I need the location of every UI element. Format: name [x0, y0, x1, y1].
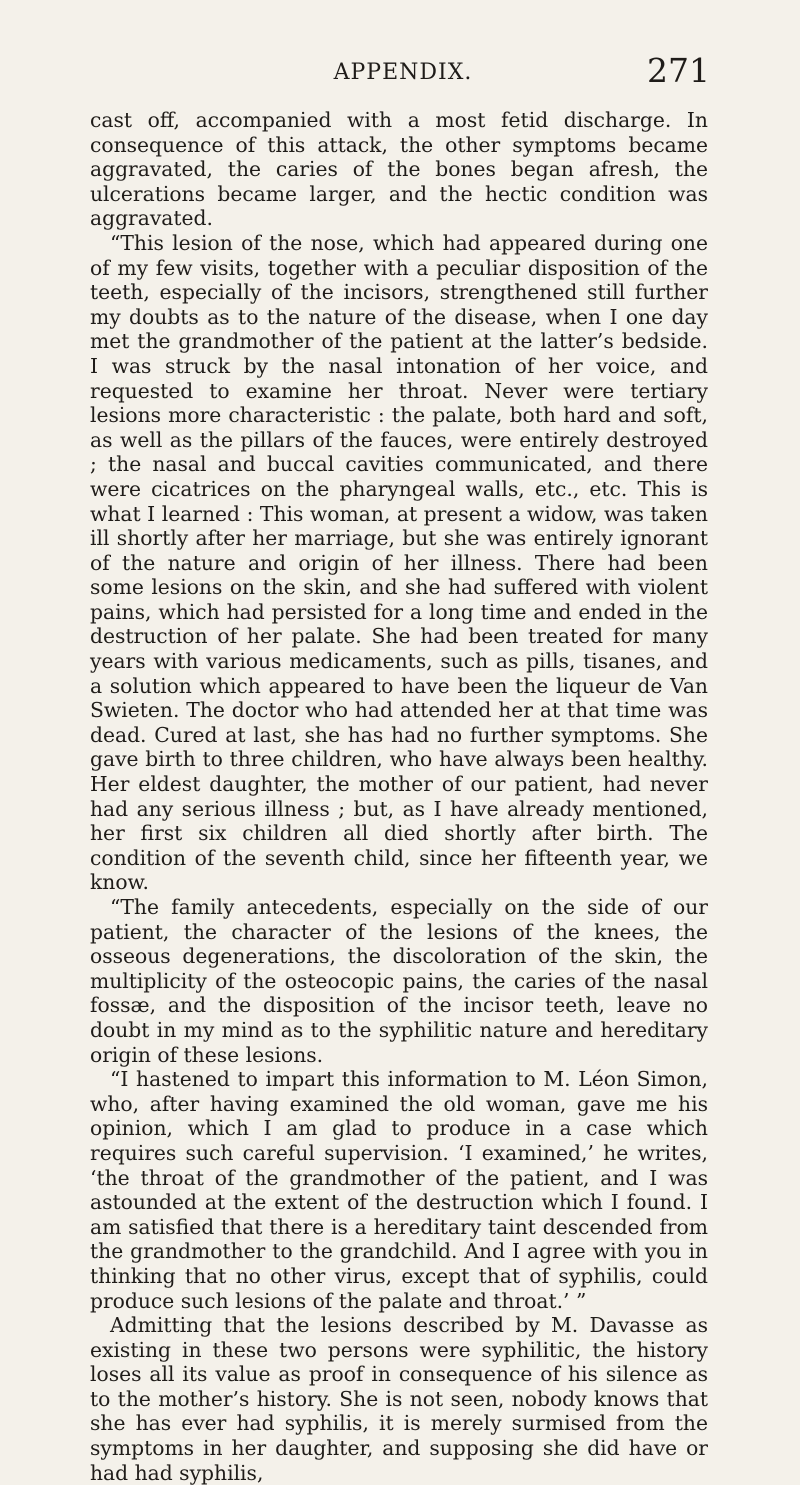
paragraph-5: Admitting that the lesions described by M. Davasse as existing in these two persons were syphilitic, the history loses all its value as proof in consequence of his silence as to the mother’s history. She is not seen, nobody knows that she has ever had syphilis, it is merely surmised from the symptoms in her daughter, and supposing she did have or had had syphilis, — [90, 1313, 708, 1485]
page-number: 271 — [647, 51, 710, 90]
body-text — [90, 108, 708, 1485]
page-header — [96, 42, 710, 90]
paragraph-1: cast off, accompanied with a most fetid discharge. In consequence of this attack, the other symptoms became aggravated, the caries of the bones began afresh, the ulcerations became larger, and the hectic condition was aggravated. — [90, 108, 708, 231]
running-head: APPENDIX. — [333, 60, 473, 85]
paragraph-4: “I hastened to impart this information to M. Léon Simon, who, after having examined the old woman, gave me his opinion, which I am glad to produce in a case which requires such careful supervision. ‘I examined,’ he writes, ‘the throat of the grandmother of the patient, and I was astounded at the extent of the destruction which I found. I am satisfied that there is a hereditary taint descended from the grandmother to the grandchild. And I agree with you in thinking that no other virus, except that of syphilis, could produce such lesions of the palate and throat.’ ” — [90, 1067, 708, 1313]
paragraph-2: “This lesion of the nose, which had appeared during one of my few visits, together with a peculiar disposition of the teeth, especially of the incisors, strengthened still further my doubts as to the nature of the disease, when I one day met the grandmother of the patient at the latter’s bedside. I was struck by the nasal intonation of her voice, and requested to examine her throat. Never were tertiary lesions more characteristic : the palate, both hard and soft, as well as the pillars of the fauces, were entirely destroyed ; the nasal and buccal cavities communicated, and there were cicatrices on the pharyngeal walls, etc., etc. This is what I learned : This woman, at present a widow, was taken ill shortly after her marriage, but she was entirely ignorant of the nature and origin of her illness. There had been some lesions on the skin, and she had suffered with violent pains, which had persisted for a long time and ended in the destruction of her palate. She had been treated for many years with various medicaments, such as pills, tisanes, and a solution which appeared to have been the liqueur de Van Swieten. The doctor who had attended her at that time was dead. Cured at last, she has had no further symptoms. She gave birth to three children, who have always been healthy. Her eldest daughter, the mother of our patient, had never had any serious illness ; but, as I have already mentioned, her first six children all died shortly after birth. The condition of the seventh child, since her fifteenth year, we know. — [90, 230, 708, 895]
paragraph-3: “The family antecedents, especially on the side of our patient, the character of the lesions of the knees, the osseous degenerations, the discoloration of the skin, the multiplicity of the osteocopic pains, the caries of the nasal fossæ, and the disposition of the incisor teeth, leave no doubt in my mind as to the syphilitic nature and hereditary origin of these lesions. — [90, 895, 708, 1067]
